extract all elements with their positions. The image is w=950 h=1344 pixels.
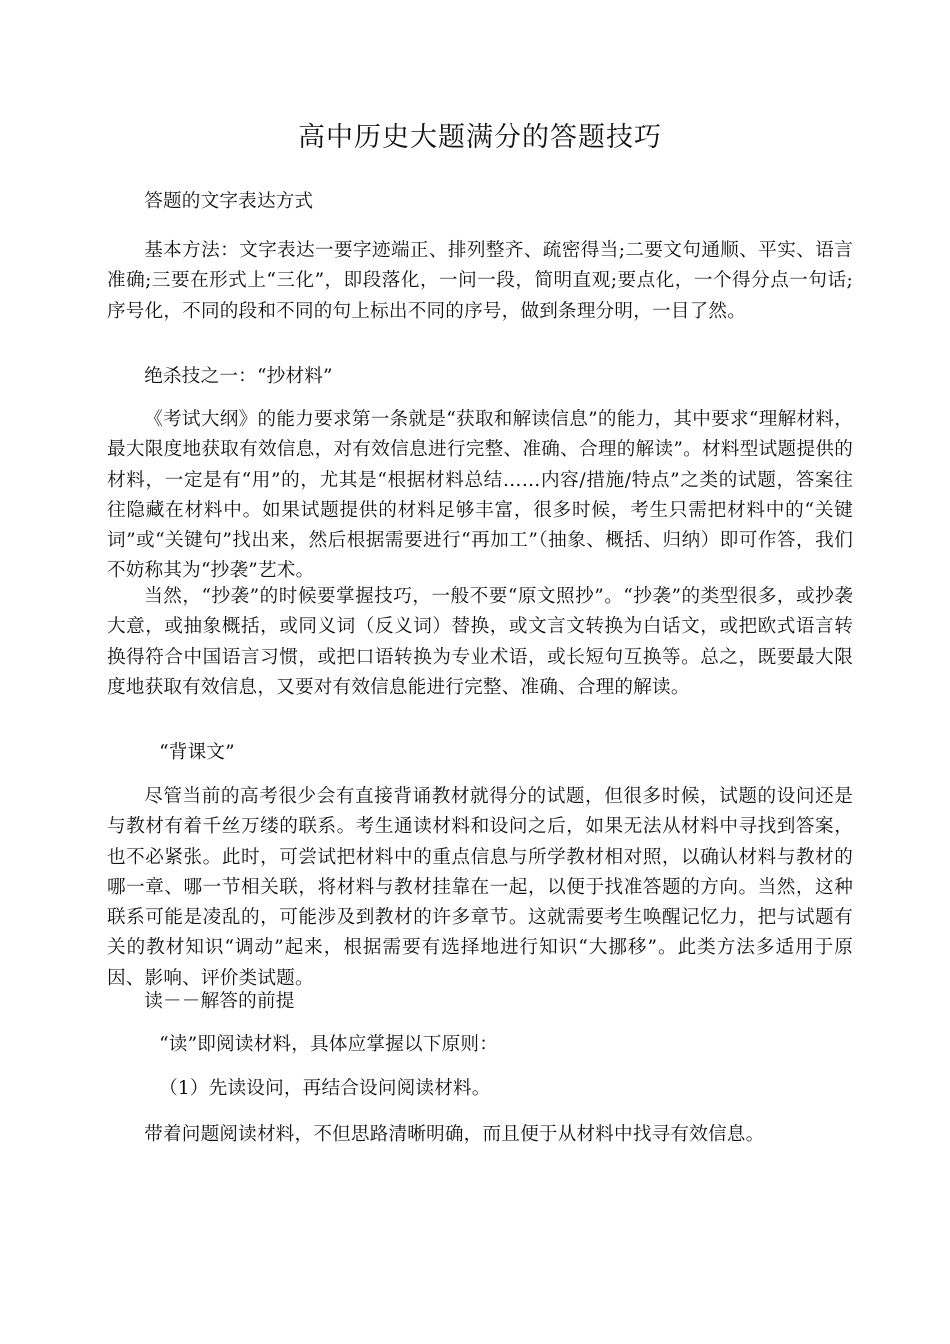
paragraph-basic-method: 基本方法：文字表达一要字迹端正、排列整齐、疏密得当;二要文句通顺、平实、语言准确;三要在形式上“三化”，即段落化，一问一段，简明直观;要点化，一个得分点一句话;序号化，不同的段和不同的句上标出不同的序号，做到条理分明，一目了然。 bbox=[107, 240, 853, 322]
paragraph-recite-text: 尽管当前的高考很少会有直接背诵教材就得分的试题，但很多时候，试题的设问还是与教材有着千丝万缕的联系。考生通读材料和设问之后，如果无法从材料中寻找到答案，也不必紧张。此时，可尝试把材料中的重点信息与所学教材相对照，以确认材料与教材的哪一章、哪一节相关联，将材料与教材挂靠在一起，以便于找准答题的方向。当然，这种联系可能是凌乱的，可能涉及到教材的许多章节。这就需要考生唤醒记忆力，把与试题有关的教材知识“调动”起来，根据需要有选择地进行知识“大挪移”。此类方法多适用于原因、影响、评价类试题。 bbox=[107, 786, 853, 989]
section-heading-recite-text: “背课文” bbox=[159, 742, 235, 763]
document-title: 高中历史大题满分的答题技巧 bbox=[298, 122, 662, 153]
paragraph-read-with-questions: 带着问题阅读材料，不但思路清晰明确，而且便于从材料中找寻有效信息。 bbox=[144, 1124, 765, 1145]
paragraph-copy-technique: 当然，“抄袭”的时候要掌握技巧，一般不要“原文照抄”。“抄袭”的类型很多，或抄袭大意，或抽象概括，或同义词（反义词）替换，或文言文转换为白话文，或把欧式语言转换得符合中国语言习惯，或把口语转换为专业术语，或长短句互换等。总之，既要最大限度地获取有效信息，又要对有效信息能进行完整、准确、合理的解读。 bbox=[107, 586, 853, 698]
paragraph-reading-principles: “读”即阅读材料，具体应掌握以下原则： bbox=[159, 1034, 498, 1055]
paragraph-exam-outline: 《考试大纲》的能力要求第一条就是“获取和解读信息”的能力，其中要求“理解材料，最大限度地获取有效信息，对有效信息进行完整、准确、合理的解读”。材料型试题提供的材料，一定是有“用”的，尤其是“根据材料总结……内容/措施/特点”之类的试题，答案往往隐藏在材料中。如果试题提供的材料足够丰富，很多时候，考生只需把材料中的“关键词”或“关键句”找出来，然后根据需要进行“再加工”（抽象、概括、归纳）即可作答，我们不妨称其为“抄袭”艺术。 bbox=[107, 409, 854, 582]
section-heading-copy-material: 绝杀技之一：“抄材料” bbox=[144, 366, 333, 387]
list-item-principle-1: （1）先读设问，再结合设问阅读材料。 bbox=[159, 1078, 491, 1099]
section-heading-reading: 读－－解答的前提 bbox=[144, 991, 295, 1012]
section-heading-expression: 答题的文字表达方式 bbox=[144, 191, 314, 212]
